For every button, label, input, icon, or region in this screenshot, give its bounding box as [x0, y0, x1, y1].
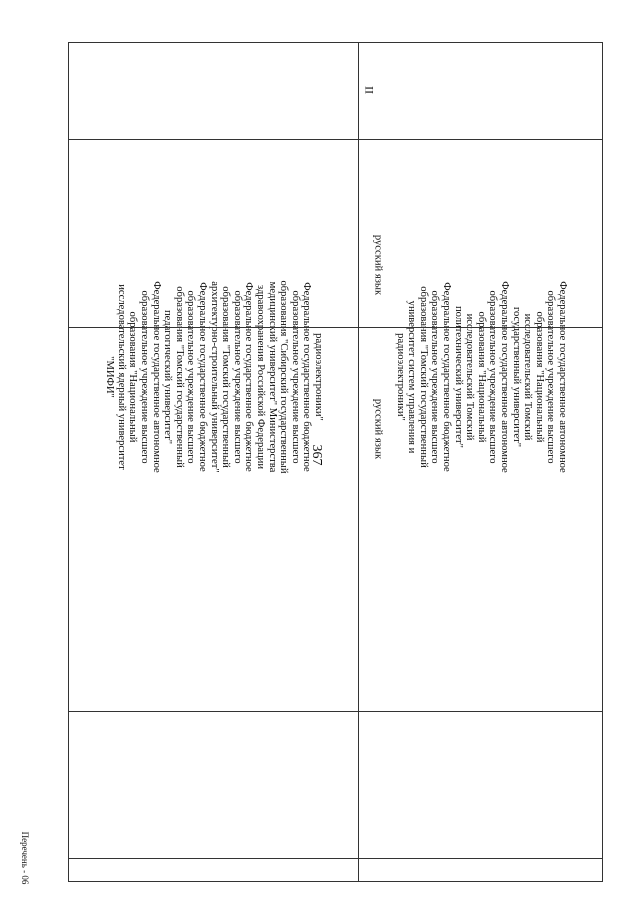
right_column_institutions-line: образования "Томский государственный — [417, 286, 429, 468]
right_column_institutions-line: радиоэлектроники" — [394, 333, 406, 421]
left_column_institutions-line: педагогический университет" — [161, 309, 173, 445]
left_column_institutions-line: образовательное учреждение высшего — [138, 290, 150, 464]
right_column_institutions-line: образования "Национальный — [475, 311, 487, 443]
left_column_institutions-line: Федеральное государственное автономное — [150, 281, 162, 473]
right_column_institutions-line: исследовательский Томский — [522, 313, 534, 441]
institutions-list-right — [394, 281, 568, 472]
right_column_institutions-line: Федеральное государственное бюджетное — [441, 282, 453, 472]
right_column_institutions-line: университет систем управления и — [406, 300, 418, 454]
left_column_institutions-line: Федеральное государственное бюджетное — [196, 282, 208, 472]
left_column_institutions-line: образования "Национальный — [127, 311, 139, 443]
left_column_institutions-line: исследовательский ядерный университет — [115, 284, 127, 470]
band-divider-a — [69, 327, 602, 328]
institutions-cell-right — [358, 43, 604, 711]
left_column_institutions-line: образования "Сибирский государственный — [277, 280, 289, 474]
left_column_institutions-line: образовательное учреждение высшего — [231, 290, 243, 464]
left_column_institutions-line: образовательное учреждение высшего — [185, 290, 197, 464]
row-divider-1 — [69, 711, 602, 712]
right_column_institutions-line: политехнический университет" — [452, 306, 464, 448]
document-table — [68, 42, 603, 882]
level-cell: II — [362, 86, 377, 94]
right_column_institutions-line: образовательное учреждение высшего — [487, 290, 499, 464]
institutions-cell-left — [69, 43, 358, 711]
language-cell-1: русский язык — [372, 398, 384, 460]
institutions-list-left — [103, 280, 323, 473]
left_column_institutions-line: здравоохранения Российской Федерации — [254, 284, 266, 470]
left_column_institutions-line: образования "Томский государственный — [219, 286, 231, 468]
footer-note: Перечень - 06 — [20, 831, 30, 885]
right_column_institutions-line: Федеральное государственное автономное — [498, 281, 510, 473]
right_column_institutions-line: образования "Национальный — [533, 311, 545, 443]
right_column_institutions-line: Федеральное государственное автономное — [556, 281, 568, 473]
band-divider-b — [69, 139, 602, 140]
right_column_institutions-line: исследовательский Томский — [464, 313, 476, 441]
right_column_institutions-line: образовательное учреждение высшего — [429, 290, 441, 464]
row-divider-2 — [69, 858, 602, 859]
left_column_institutions-line: Федеральное государственное бюджетное — [301, 282, 313, 472]
right_column_institutions-line: государственный университет" — [510, 306, 522, 448]
left_column_institutions-line: медицинский университет" Министерства — [266, 281, 278, 473]
left_column_institutions-line: "МИФИ" — [103, 356, 115, 398]
left_column_institutions-line: образования "Томский государственный — [173, 286, 185, 468]
left_column_institutions-line: архитектурно-строительный университет" — [208, 281, 220, 473]
language-cell-2: русский язык — [372, 234, 384, 296]
page-number: 367 — [309, 444, 324, 466]
left_column_institutions-line: образовательное учреждение высшего — [289, 290, 301, 464]
right_column_institutions-line: образовательное учреждение высшего — [545, 290, 557, 464]
left_column_institutions-line: радиоэлектроники" — [312, 333, 324, 421]
left_column_institutions-line: Федеральное государственное бюджетное — [243, 282, 255, 472]
